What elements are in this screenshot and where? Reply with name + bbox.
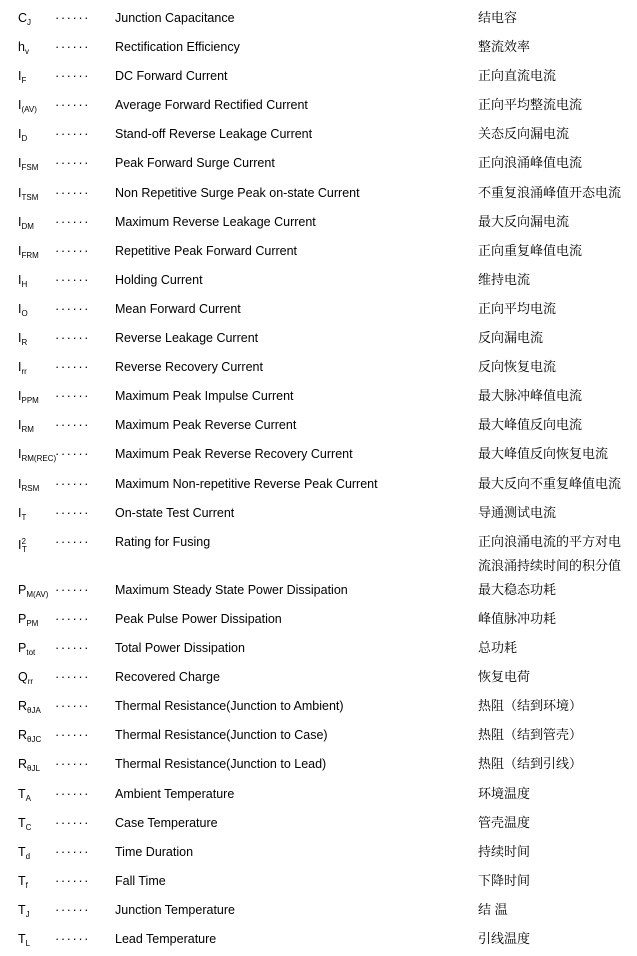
symbol	[18, 501, 55, 530]
symbol-subscript: FRM	[21, 250, 39, 260]
english-term: Holding Current	[115, 272, 203, 287]
chinese-term: 结电容	[478, 10, 518, 25]
chinese-term: 持续时间	[478, 843, 531, 859]
english-term: Peak Pulse Power Dissipation	[115, 611, 282, 626]
english-term: Stand-off Reverse Leakage Current	[115, 127, 313, 142]
english-term: Maximum Steady State Power Dissipation	[115, 582, 348, 597]
symbol-subscript: PM	[26, 618, 39, 628]
symbol-base: I	[18, 243, 22, 258]
symbol	[18, 210, 55, 239]
glossary-row	[18, 151, 637, 180]
symbol-base: I	[18, 418, 22, 433]
glossary-row	[18, 607, 637, 636]
glossary-row	[18, 268, 637, 297]
symbol-base: T	[18, 873, 26, 888]
symbol-subscript: RSM	[21, 483, 40, 493]
glossary-row	[18, 6, 637, 35]
symbol-subscript: (AV)	[21, 105, 37, 115]
glossary-row	[18, 35, 637, 64]
symbol-base: I	[18, 301, 22, 316]
glossary-row	[18, 442, 637, 471]
english-term: Junction Capacitance	[115, 11, 235, 25]
glossary-row	[18, 93, 637, 122]
symbol-subscript: J	[27, 18, 32, 27]
chinese-term-line: 流浪涌持续时间的积分值	[478, 557, 622, 573]
symbol-base: I	[18, 447, 22, 462]
dots-separator: ······	[55, 10, 90, 25]
chinese-term: 管壳温度	[478, 814, 531, 830]
symbol	[18, 93, 55, 122]
glossary-row	[18, 723, 637, 752]
symbol-subscript: PPM	[21, 396, 39, 406]
chinese-term: 正向平均整流电流	[478, 97, 583, 113]
dots-separator: ······	[55, 698, 90, 714]
symbol	[18, 665, 55, 694]
english-term: Reverse Recovery Current	[115, 360, 263, 375]
english-term: On-state Test Current	[115, 505, 235, 520]
symbol-subscript: L	[25, 939, 31, 948]
english-term: Fall Time	[115, 873, 166, 888]
symbol-subscript: FSM	[21, 163, 39, 173]
symbol-subscript: rr	[21, 367, 27, 377]
dots-separator: ······	[55, 155, 90, 171]
symbol-base: I	[18, 360, 22, 375]
symbol-base: T	[18, 786, 26, 801]
symbol-base: I	[18, 389, 22, 404]
dots-separator: ······	[55, 126, 90, 142]
english-term: Average Forward Rectified Current	[115, 98, 308, 113]
symbol	[18, 64, 55, 93]
dots-separator: ······	[55, 814, 90, 830]
symbol-subscript: DM	[21, 221, 34, 231]
dots-separator: ······	[55, 184, 90, 200]
symbol-subscript: H	[21, 279, 28, 289]
symbol-base: I	[18, 185, 22, 200]
dots-separator: ······	[55, 533, 90, 549]
dots-separator: ······	[55, 300, 90, 316]
glossary-row	[18, 355, 637, 384]
symbol-subscript: rr	[27, 677, 34, 687]
symbol	[18, 811, 55, 840]
symbol-base: I	[18, 272, 22, 287]
symbol-subscript: A	[25, 793, 31, 803]
glossary-row	[18, 181, 637, 210]
dots-separator: ······	[55, 843, 90, 859]
english-term: Time Duration	[115, 844, 194, 859]
english-term: Non Repetitive Surge Peak on-state Current	[115, 185, 360, 200]
dots-separator: ······	[55, 388, 90, 404]
symbol-base: I	[18, 505, 22, 520]
symbol-base: I	[18, 476, 22, 491]
chinese-term: 结 温	[478, 901, 508, 917]
symbol	[18, 898, 55, 927]
symbol	[18, 442, 55, 471]
symbol	[18, 384, 55, 413]
symbol-base: h	[18, 40, 25, 55]
symbol	[18, 927, 55, 956]
dots-separator: ······	[55, 417, 90, 433]
symbol-base: I	[18, 69, 22, 84]
glossary-row	[18, 636, 637, 665]
chinese-term: 导通测试电流	[478, 504, 557, 520]
glossary-row	[18, 210, 637, 239]
dots-separator: ······	[55, 97, 90, 113]
chinese-term: 正向直流电流	[478, 68, 557, 84]
chinese-term: 最大反向漏电流	[478, 213, 570, 229]
dots-separator: ······	[55, 785, 90, 801]
dots-separator: ······	[55, 39, 90, 55]
symbol-subscript: f	[25, 880, 28, 890]
english-term: Maximum Reverse Leakage Current	[115, 214, 316, 229]
english-term: Maximum Peak Reverse Current	[115, 418, 297, 433]
symbol-base: R	[18, 728, 28, 743]
glossary-row	[18, 530, 637, 578]
symbol	[18, 181, 55, 210]
symbol-base: T	[18, 902, 26, 917]
dots-separator: ······	[55, 640, 90, 656]
dots-separator: ······	[55, 271, 90, 287]
chinese-term-line: 正向浪涌电流的平方对电	[478, 533, 622, 549]
dots-separator: ······	[55, 610, 90, 626]
glossary-row	[18, 64, 637, 93]
symbol-base: R	[18, 757, 28, 772]
chinese-term: 正向平均电流	[478, 300, 557, 316]
glossary-row	[18, 811, 637, 840]
glossary-row	[18, 869, 637, 898]
dots-separator: ······	[55, 581, 90, 597]
english-term: Rectification Efficiency	[115, 40, 240, 55]
symbol-subscript: D	[21, 134, 28, 144]
symbol-subscript: RM	[21, 425, 34, 435]
symbol-superscript: 2	[21, 536, 26, 546]
english-term: Lead Temperature	[115, 932, 217, 946]
symbol-subscript: d	[25, 851, 31, 861]
english-term: Maximum Peak Reverse Recovery Current	[115, 447, 353, 462]
symbol-subscript: RM(REC)	[21, 454, 57, 464]
dots-separator: ······	[55, 931, 90, 946]
symbol	[18, 840, 55, 869]
glossary-row	[18, 665, 637, 694]
glossary-row	[18, 694, 637, 723]
symbol-base: I	[18, 127, 22, 142]
chinese-term: 正向重复峰值电流	[478, 242, 583, 258]
symbol-base: I	[18, 156, 22, 171]
symbol-subscript: O	[21, 308, 28, 318]
symbol	[18, 694, 55, 723]
dots-separator: ······	[55, 669, 90, 685]
symbol-base: P	[18, 582, 27, 597]
glossary-row	[18, 840, 637, 869]
dots-separator: ······	[55, 901, 90, 917]
symbol	[18, 472, 55, 501]
glossary-row	[18, 384, 637, 413]
chinese-term: 下降时间	[478, 872, 531, 888]
symbol-base: P	[18, 641, 27, 656]
symbol	[18, 122, 55, 151]
chinese-term: 热阻（结到管壳）	[478, 727, 583, 743]
symbol	[18, 355, 55, 384]
glossary-rows	[18, 6, 637, 956]
chinese-term: 最大峰值反向电流	[478, 417, 583, 433]
symbol	[18, 869, 55, 898]
symbol	[18, 151, 55, 180]
symbol	[18, 413, 55, 442]
english-term: Maximum Peak Impulse Current	[115, 389, 294, 404]
symbol	[18, 636, 55, 665]
symbol-subscript: θJL	[27, 764, 40, 774]
glossary-row	[18, 472, 637, 501]
symbol-base: I	[18, 537, 22, 552]
glossary-row	[18, 326, 637, 355]
english-term: Recovered Charge	[115, 670, 220, 685]
glossary-row	[18, 122, 637, 151]
chinese-term: 整流效率	[478, 39, 531, 55]
symbol-subscript: v	[24, 47, 29, 57]
symbol-subscript: TSM	[21, 192, 39, 202]
symbol	[18, 607, 55, 636]
glossary-row	[18, 752, 637, 781]
glossary-row	[18, 297, 637, 326]
symbol-base: C	[18, 11, 28, 25]
glossary-row	[18, 239, 637, 268]
dots-separator: ······	[55, 446, 90, 462]
dots-separator: ······	[55, 68, 90, 84]
dots-separator: ······	[55, 504, 90, 520]
chinese-term: 不重复浪涌峰值开态电流	[478, 184, 622, 200]
symbol	[18, 782, 55, 811]
symbol	[18, 297, 55, 326]
chinese-term: 最大反向不重复峰值电流	[478, 475, 622, 491]
symbol-subscript: M(AV)	[26, 589, 49, 599]
symbol	[18, 530, 55, 562]
glossary-row	[18, 898, 637, 927]
symbol-base: T	[18, 844, 26, 859]
symbol-subscript: θJC	[27, 735, 42, 745]
chinese-term: 关态反向漏电流	[478, 126, 570, 142]
glossary-row	[18, 501, 637, 530]
chinese-term: 最大峰值反向恢复电流	[478, 446, 609, 462]
glossary-row	[18, 578, 637, 607]
english-term: Thermal Resistance(Junction to Lead)	[115, 757, 327, 772]
symbol-subscript: R	[21, 338, 28, 348]
symbol-subscript: T	[21, 544, 27, 554]
symbol	[18, 723, 55, 752]
symbol-base: T	[18, 932, 26, 946]
dots-separator: ······	[55, 872, 90, 888]
symbol	[18, 578, 55, 607]
dots-separator: ······	[55, 359, 90, 375]
english-term: Peak Forward Surge Current	[115, 156, 275, 171]
symbol	[18, 239, 55, 268]
symbol-subscript: C	[25, 822, 32, 832]
symbol-subscript: θJA	[27, 706, 41, 716]
symbol-base: I	[18, 214, 22, 229]
dots-separator: ······	[55, 213, 90, 229]
english-term: Thermal Resistance(Junction to Ambient)	[115, 699, 344, 714]
chinese-term: 正向浪涌峰值电流	[478, 155, 583, 171]
symbol-base: P	[18, 611, 27, 626]
symbol-base: T	[18, 815, 26, 830]
glossary-row	[18, 413, 637, 442]
symbol	[18, 326, 55, 355]
english-term: Case Temperature	[115, 815, 218, 830]
symbol-subscript: T	[21, 512, 27, 522]
dots-separator: ······	[55, 330, 90, 346]
symbol-base: I	[18, 331, 22, 346]
chinese-term: 维持电流	[478, 271, 531, 287]
english-term: Rating for Fusing	[115, 534, 211, 549]
dots-separator: ······	[55, 727, 90, 743]
chinese-term: 反向漏电流	[478, 330, 544, 346]
chinese-term: 最大稳态功耗	[478, 581, 557, 597]
chinese-term: 总功耗	[478, 640, 518, 656]
english-term: Reverse Leakage Current	[115, 331, 259, 346]
english-term: Mean Forward Current	[115, 301, 241, 316]
symbol-base: Q	[18, 670, 28, 685]
chinese-term: 热阻（结到环境）	[478, 698, 583, 714]
chinese-term: 峰值脉冲功耗	[478, 610, 557, 626]
english-term: Total Power Dissipation	[115, 641, 245, 656]
english-term: Repetitive Peak Forward Current	[115, 243, 298, 258]
symbol	[18, 6, 55, 35]
chinese-term: 引线温度	[478, 931, 531, 946]
chinese-term	[478, 530, 637, 578]
glossary-row	[18, 782, 637, 811]
english-term: DC Forward Current	[115, 69, 228, 84]
dots-separator: ······	[55, 475, 90, 491]
chinese-term: 热阻（结到引线）	[478, 756, 583, 772]
chinese-term: 最大脉冲峰值电流	[478, 388, 583, 404]
dots-separator: ······	[55, 756, 90, 772]
english-term: Junction Temperature	[115, 902, 235, 917]
english-term: Thermal Resistance(Junction to Case)	[115, 728, 328, 743]
chinese-term: 恢复电荷	[478, 669, 531, 685]
dots-separator: ······	[55, 242, 90, 258]
english-term: Maximum Non-repetitive Reverse Peak Current	[115, 476, 378, 491]
chinese-term: 环境温度	[478, 785, 531, 801]
symbol-subscript: F	[21, 76, 27, 86]
symbol	[18, 268, 55, 297]
chinese-term: 反向恢复电流	[478, 359, 557, 375]
symbol-subscript: tot	[26, 648, 36, 658]
symbol-subscript: J	[25, 909, 30, 919]
symbol-base: R	[18, 699, 28, 714]
symbol	[18, 35, 55, 64]
english-term: Ambient Temperature	[115, 786, 235, 801]
glossary-row	[18, 927, 637, 956]
symbol-base: I	[18, 98, 22, 113]
symbol	[18, 752, 55, 781]
